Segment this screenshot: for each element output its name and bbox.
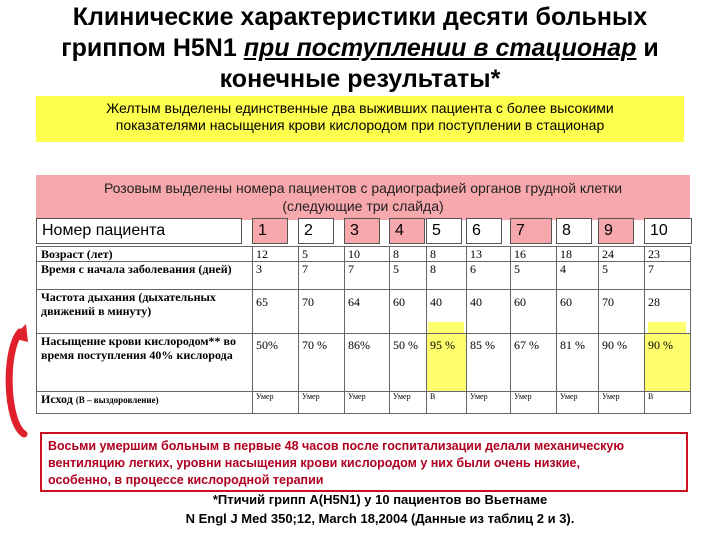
patient-number: 9 bbox=[598, 218, 634, 244]
cell: Умер bbox=[557, 392, 599, 414]
pink-note-line-1: Розовым выделены номера пациентов с радиографией органов грудной клетки bbox=[103, 180, 623, 196]
cell: 12 bbox=[253, 247, 299, 262]
cell: 8 bbox=[427, 247, 467, 262]
cell: 50% bbox=[253, 334, 299, 392]
title-line-3: конечные результаты* bbox=[219, 65, 501, 93]
red-note-line-2: вентиляцию легких, уровни насыщения крови кислородом у них были очень низкие, bbox=[48, 456, 580, 470]
cell: 5 bbox=[390, 262, 427, 290]
table-row bbox=[37, 392, 691, 414]
table-row bbox=[37, 262, 691, 290]
cell: 10 bbox=[345, 247, 390, 262]
citation-line-2: N Engl J Med 350;12, March 18,2004 (Данные из таблиц 2 и 3). bbox=[185, 511, 575, 526]
clinical-table bbox=[36, 246, 690, 419]
outcome-label: Исход bbox=[41, 392, 73, 406]
cell: 7 bbox=[645, 262, 691, 290]
row-label: Частота дыхания (дыхательных движений в минуту) bbox=[37, 290, 253, 334]
cell: 7 bbox=[299, 262, 345, 290]
row-label: Возраст (лет) bbox=[37, 247, 253, 262]
pink-note bbox=[36, 175, 690, 220]
yellow-note bbox=[36, 96, 684, 142]
cell: 70 % bbox=[299, 334, 345, 392]
cell: 28 bbox=[645, 290, 691, 334]
title-line-1: Клинические характеристики десяти больных bbox=[72, 3, 648, 31]
patient-number: 4 bbox=[389, 218, 425, 244]
patient-number: 7 bbox=[510, 218, 552, 244]
patient-number: 5 bbox=[426, 218, 462, 244]
cell: 67 % bbox=[511, 334, 557, 392]
table-row bbox=[37, 247, 691, 262]
patient-number-label: Номер пациента bbox=[36, 218, 242, 244]
cell: 70 bbox=[599, 290, 645, 334]
cell: 90 % bbox=[599, 334, 645, 392]
cell: 60 bbox=[511, 290, 557, 334]
title-prefix: гриппом H5N1 bbox=[61, 34, 244, 62]
cell: Умер bbox=[299, 392, 345, 414]
cell: 7 bbox=[345, 262, 390, 290]
citation-line-1: *Птичий грипп A(H5N1) у 10 пациентов во Вьетнаме bbox=[212, 492, 548, 507]
cell: 60 bbox=[390, 290, 427, 334]
cell: Умер bbox=[345, 392, 390, 414]
cell: 50 % bbox=[390, 334, 427, 392]
patient-number: 1 bbox=[252, 218, 288, 244]
table-row bbox=[37, 334, 691, 392]
outcome-legend: (В – выздоровление) bbox=[75, 395, 159, 405]
pink-note-line-2: (следующие три слайда) bbox=[282, 198, 444, 214]
patient-number: 10 bbox=[644, 218, 692, 244]
cell: 24 bbox=[599, 247, 645, 262]
citation bbox=[100, 490, 660, 528]
cell-survivor: 95 % bbox=[427, 334, 467, 392]
title-line-2 bbox=[0, 33, 720, 64]
cell: 40 bbox=[427, 290, 467, 334]
curved-arrow-icon bbox=[2, 322, 30, 440]
cell: 5 bbox=[599, 262, 645, 290]
cell: 23 bbox=[645, 247, 691, 262]
cell: Умер bbox=[467, 392, 511, 414]
cell: 8 bbox=[390, 247, 427, 262]
title-underlined: при поступлении в стационар bbox=[243, 34, 637, 62]
cell: 5 bbox=[511, 262, 557, 290]
patient-number: 3 bbox=[344, 218, 380, 244]
cell: 18 bbox=[557, 247, 599, 262]
red-note-line-3: особенно, в процессе кислородной терапии bbox=[48, 473, 324, 487]
patient-number: 6 bbox=[466, 218, 502, 244]
cell: 85 % bbox=[467, 334, 511, 392]
cell: 3 bbox=[253, 262, 299, 290]
slide-title bbox=[0, 2, 720, 95]
cell: 86% bbox=[345, 334, 390, 392]
cell: 60 bbox=[557, 290, 599, 334]
cell-survivor: 90 % bbox=[645, 334, 691, 392]
yellow-note-line-1: Желтым выделены единственные два выживших пациента с более высокими bbox=[106, 100, 614, 116]
row-label: Время с начала заболевания (дней) bbox=[37, 262, 253, 290]
cell: 16 bbox=[511, 247, 557, 262]
cell: В bbox=[427, 392, 467, 414]
cell: Умер bbox=[599, 392, 645, 414]
cell: 5 bbox=[299, 247, 345, 262]
title-suffix: и bbox=[636, 34, 659, 62]
cell: В bbox=[645, 392, 691, 414]
cell: 40 bbox=[467, 290, 511, 334]
cell: 65 bbox=[253, 290, 299, 334]
cell: 64 bbox=[345, 290, 390, 334]
red-note-line-1: Восьми умершим больным в первые 48 часов после госпитализации делали механическую bbox=[48, 439, 625, 453]
cell: 81 % bbox=[557, 334, 599, 392]
cell: 13 bbox=[467, 247, 511, 262]
cell: Умер bbox=[511, 392, 557, 414]
cell: Умер bbox=[253, 392, 299, 414]
row-label: Насыщение крови кислородом** во время поступления 40% кислорода bbox=[37, 334, 253, 392]
yellow-note-line-2: показателями насыщения крови кислородом при поступлении в стационар bbox=[115, 117, 605, 133]
table-row bbox=[37, 290, 691, 334]
cell: Умер bbox=[390, 392, 427, 414]
patient-number: 2 bbox=[298, 218, 334, 244]
patient-number-row bbox=[36, 218, 692, 244]
patient-number: 8 bbox=[556, 218, 592, 244]
row-label bbox=[37, 392, 253, 414]
cell: 70 bbox=[299, 290, 345, 334]
cell: 6 bbox=[467, 262, 511, 290]
cell: 8 bbox=[427, 262, 467, 290]
cell: 4 bbox=[557, 262, 599, 290]
mechanical-ventilation-note bbox=[40, 432, 688, 492]
